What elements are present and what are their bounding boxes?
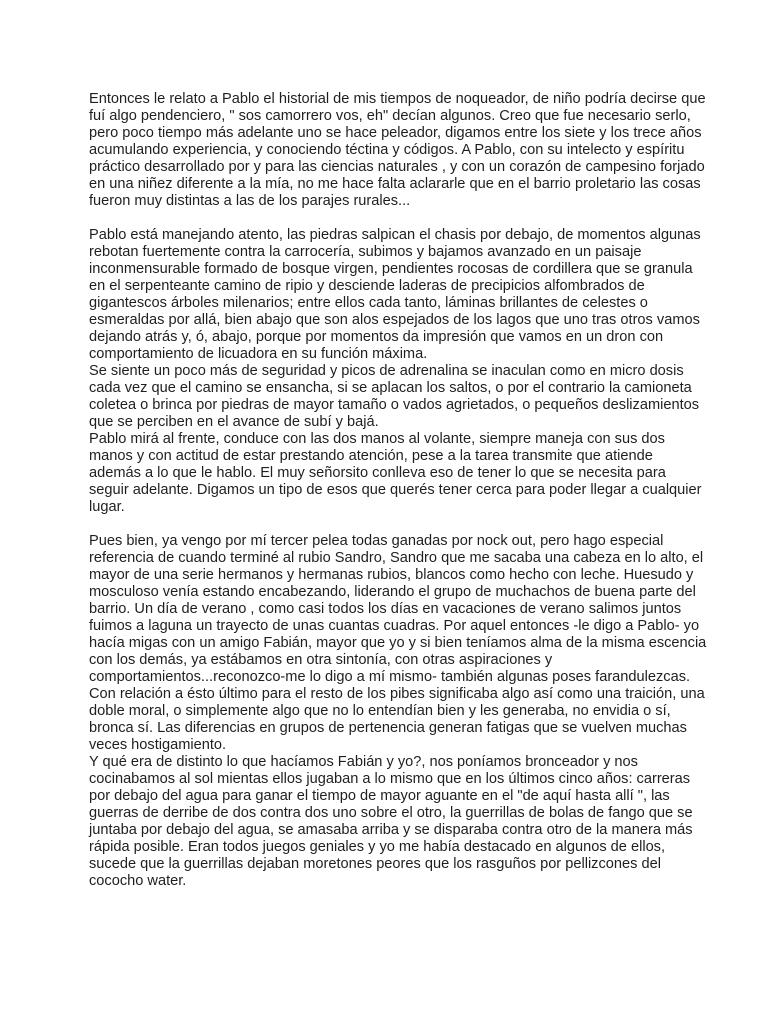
text-line: Pablo está manejando atento, las piedras salpican el chasis por debajo, de momentos algunas — [89, 227, 701, 243]
text-line: por debajo del agua para ganar el tiempo de mayor aguante en el "de aquí hasta allí ", las — [89, 788, 670, 804]
text-line: fueron muy distintas a las de los parajes rurales... — [89, 193, 411, 209]
text-line: mayor de una serie hermanos y hermanas rubios, blancos como hecho con leche. Huesudo y — [89, 567, 694, 583]
text-line: en el serpenteante camino de ripio y desciende laderas de precipicios alfombrados de — [89, 278, 645, 294]
text-line: Con relación a ésto último para el resto de los pibes significaba algo así como una traición, una — [89, 686, 705, 702]
text-line: coletea o brinca por piedras de mayor tamaño o vados agrietados, o pequeños deslizamientos — [89, 397, 700, 413]
paragraph-3 — [89, 533, 707, 890]
text-line: juntaba por debajo del agua, se amasaba arriba y se disparaba contra otro de la manera más — [89, 822, 693, 838]
text-line: doble moral, o simplemente algo que no lo entendían bien y les generaba, no envidia o sí, — [89, 703, 671, 719]
text-line: en una niñez diferente a la mía, no me hace falta aclararle que en el barrio proletario las cosas — [89, 176, 701, 192]
text-line: seguir adelante. Digamos un tipo de esos que querés tener cerca para poder llegar a cualquier — [89, 482, 702, 498]
text-line: cada vez que el camino se ensancha, si se aplacan los saltos, o por el contrario la camioneta — [89, 380, 692, 396]
text-line: que se perciben en el avance de subí y bajá. — [89, 414, 379, 430]
text-line: Entonces le relato a Pablo el historial de mis tiempos de noqueador, de niño podría decirse que — [89, 91, 706, 107]
text-line: rápida posible. Eran todos juegos geniales y yo me había destacado en algunos de ellos, — [89, 839, 666, 855]
text-line: manos y con actitud de estar prestando atención, pese a la tarea transmite que atiende — [89, 448, 653, 464]
text-line: dejando atrás y, ó, abajo, porque por momentos da impresión que vamos en un dron con — [89, 329, 664, 345]
text-line: fuí algo pendenciero, " sos camorrero vos, eh" decían algunos. Creo que fue necesario serlo, — [89, 108, 691, 124]
text-line: práctico desarrollado por y para las ciencias naturales , y con un corazón de campesino forjado — [89, 159, 705, 175]
text-line: mosculoso venía estando encabezando, liderando el grupo de muchachos de buena parte del — [89, 584, 696, 600]
text-line: guerras de derribe de dos contra dos uno sobre el otro, la guerrillas de bolas de fango que se — [89, 805, 693, 821]
text-line: comportamientos...reconozco-me lo digo a mí mismo- también algunas poses farandulezcas. — [89, 669, 691, 685]
text-line: Y qué era de distinto lo que hacíamos Fabián y yo?, nos poníamos bronceador y nos — [89, 754, 638, 770]
text-line: cococho water. — [89, 873, 187, 889]
text-line: comportamiento de licuadora en su función máxima. — [89, 346, 428, 362]
paragraph-gap — [89, 516, 689, 533]
text-line: lugar. — [89, 499, 125, 515]
text-line: referencia de cuando terminé al rubio Sandro, Sandro que me sacaba una cabeza en lo alto, el — [89, 550, 704, 566]
text-line: acumulando experiencia, y conociendo téctina y códigos. A Pablo, con su intelecto y espíritu — [89, 142, 685, 158]
paragraph-2 — [89, 227, 702, 516]
text-line: Pues bien, ya vengo por mí tercer pelea todas ganadas por nock out, pero hago especial — [89, 533, 664, 549]
text-line: cocinabamos al sol mientas ellos jugaban a lo mismo que en los últimos cinco años: carreras — [89, 771, 691, 787]
paragraph-gap — [89, 210, 689, 227]
text-line: fuimos a laguna un trayecto de unas cuantas cuadras. Por aquel entonces -le digo a Pablo- yo — [89, 618, 700, 634]
text-line: inconmensurable formado de bosque virgen, pendientes rocosas de cordillera que se granula — [89, 261, 693, 277]
text-line: hacía migas con un amigo Fabián, mayor que yo y si bien teníamos alma de la misma escencia — [89, 635, 707, 651]
text-line: Se siente un poco más de seguridad y picos de adrenalina se inaculan como en micro dosis — [89, 363, 684, 379]
text-line: Pablo mirá al frente, conduce con las dos manos al volante, siempre maneja con sus dos — [89, 431, 665, 447]
text-line: con los demás, ya estábamos en otra sintonía, con otras aspiraciones y — [89, 652, 553, 668]
text-line: además a lo que le hablo. El muy señorsito conlleva eso de tener lo que se necesita para — [89, 465, 666, 481]
text-line: pero poco tiempo más adelante uno se hace peleador, digamos entre los siete y los trece años — [89, 125, 702, 141]
document-body — [89, 91, 707, 890]
text-line: gigantescos árboles milenarios; entre ellos cada tanto, láminas brillantes de celestes o — [89, 295, 648, 311]
text-line: sucede que la guerrillas dejaban moretones peores que los rasguños por pellizcones del — [89, 856, 661, 872]
paragraph-1 — [89, 91, 706, 210]
text-line: bronca sí. Las diferencias en grupos de pertenencia generan fatigas que se vuelven muchas — [89, 720, 687, 736]
text-line: barrio. Un día de verano , como casi todos los días en vacaciones de verano salimos juntos — [89, 601, 682, 617]
text-line: esmeraldas por allá, bien abajo que son alos espejados de los lagos que uno tras otros vamos — [89, 312, 700, 328]
text-line: veces hostigamiento. — [89, 737, 227, 753]
text-line: rebotan fuertemente contra la carrocería, subimos y bajamos avanzado en un paisaje — [89, 244, 642, 260]
